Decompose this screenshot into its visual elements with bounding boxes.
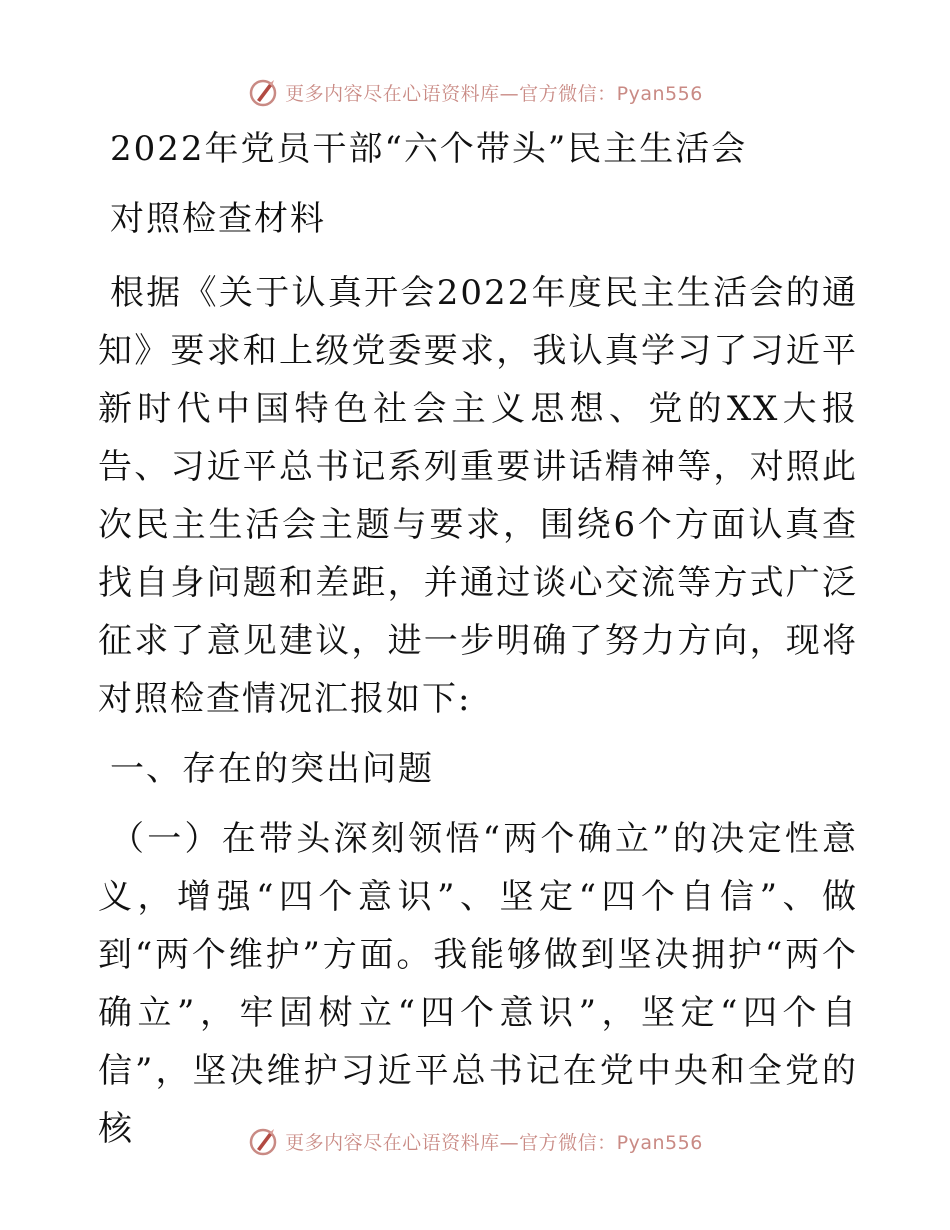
intro-paragraph: 根据《关于认真开会2022年度民主生活会的通知》要求和上级党委要求，我认真学习了习近平新时代中国特色社会主义思想、党的XX大报告、习近平总书记系列重要讲话精神等，对照此次民主生活会主题与要求，围绕6个方面认真查找自身问题和差距，并通过谈心交流等方式广泛征求了意见建议，进一步明确了努力方向，现将对照检查情况汇报如下: <box>98 273 858 719</box>
watermark-text: 更多内容尽在心语资料库—官方微信：Pyan556 <box>285 1131 703 1154</box>
quill-pen-icon <box>247 76 279 108</box>
document-body <box>98 120 858 1158</box>
document-title: 2022年党员干部“六个带头”民主生活会 <box>110 129 748 169</box>
watermark-text: 更多内容尽在心语资料库—官方微信：Pyan556 <box>285 82 703 105</box>
section-heading: 一、存在的突出问题 <box>110 749 434 789</box>
header-watermark <box>0 72 950 112</box>
footer-watermark <box>0 1121 950 1161</box>
subsection-paragraph: （一）在带头深刻领悟“两个确立”的决定性意义，增强“四个意识”、坚定“四个自信”、做到“两个维护”方面。我能够做到坚决拥护“两个确立”，牢固树立“四个意识”，坚定“四个自信”，坚决维护习近平总书记在党中央和全党的核 <box>98 819 858 1149</box>
document-subtitle: 对照检查材料 <box>110 199 326 239</box>
quill-pen-icon <box>247 1125 279 1157</box>
